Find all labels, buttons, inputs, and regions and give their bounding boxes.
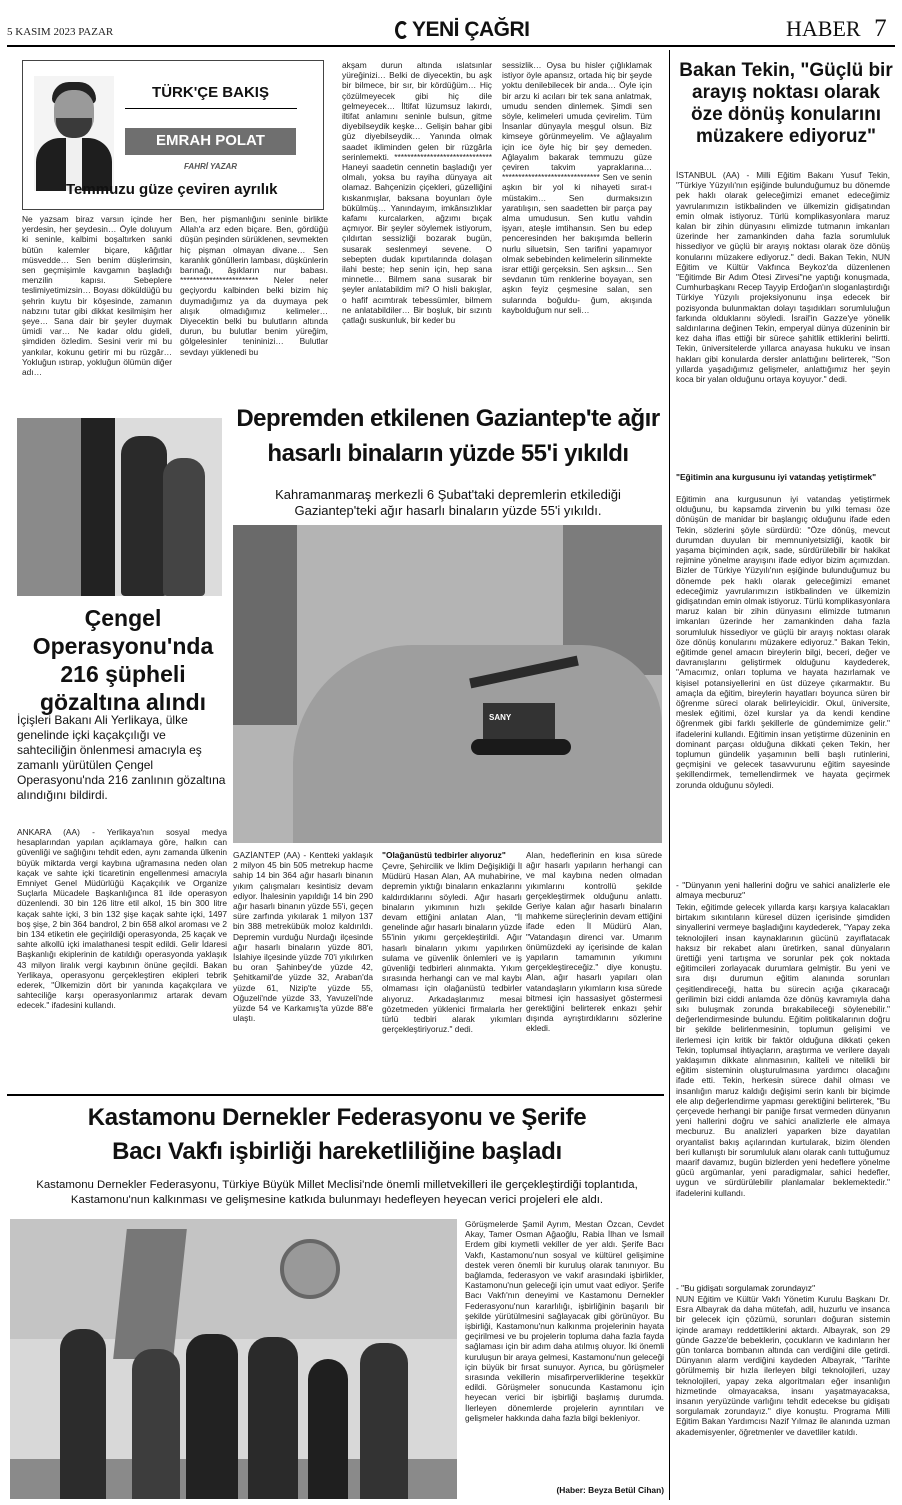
kastamonu-credit: (Haber: Beyza Betül Cihan) xyxy=(556,1485,664,1495)
tekin-body-1: İSTANBUL (AA) - Milli Eğitim Bakanı Yusuf Tekin, "Türkiye Yüzyılı'nın eşiğinde bulunduğumuz bu dönemde pek haklı olarak geleceğimizi emanet edeceğimiz yavrularımızın istikbalinden ve ülkemizin gidişatından emin olmak istiyoruz. Türlü komplikasyonlara maruz kalan bir zihin dünyasını elimizde tutmanın imkanları üzerinde her zamankinden daha fazla sorumluluk hissediyor ve güçlü bir arayış noktası olarak öze dönüş konularını müzakere ediyoruz." dedi. Bakan Tekin, NUN Eğitim ve Kültür Vakfınca Beykoz'da düzenlenen "Eğitimde Bir Adım Ötesi Zirvesi"ne yaptığı konuşmada, Cumhurbaşkanı Recep Tayyip Erdoğan'ın sloganlaştırdığı Türkiye Yüzyılı projeksiyonunu inşa edecek bir pozisyonda bulunmaktan dolayı taşıdıkları sorumluluğun farkında olduklarını söyledi. İsrail'in Gazze'ye yönelik saldırılarına değinen Tekin, emperyal dünya düzeninin bir kez daha iflas ettiği bir sürece şahitlik ettiklerini belirtti. Tekin, üniversitelerde yıllarca anayasa hukuku ve insan hakları gibi konularda dersler anlattığını belirterek, "Son yıllarda yaşadığımız gelişmeler, anlattığımız her şeyin koca bir yalan olduğunu ortaya koyuyor." dedi. xyxy=(676,170,890,385)
tekin-subhead-1: "Eğitimin ana kurgusunu iyi vatandaş yetiştirmek" xyxy=(676,472,877,482)
officer-figure xyxy=(121,436,167,596)
kastamonu-headline-2: Bacı Vakfı işbirliği hareketliliğine başladı xyxy=(112,1138,562,1165)
masthead-date: 5 KASIM 2023 PAZAR xyxy=(7,26,114,38)
emblem xyxy=(280,1239,340,1299)
deprem-col1: GAZİANTEP (AA) - Kentteki yaklaşık 2 milyon 45 bin 505 metrekup hacme sahip 14 bin 364 ağır hasarlı binanın yıkım çalışmaları kesintisiz devam ediyor. İhalesinin yapıldığı 14 bin 290 ağır hasarlı binanın yüzde 55'i, geçen süre zarfında yıkılarak 1 milyon 137 bin 388 metrekübük moloz kaldırıldı. Depremin vurduğu Nurdağı ilçesinde ağır hasarlı binaların yüzde 80'i, İslahiye ilçesinde yüzde 70'i yıkılırken bu oran Şahinbey'de yüzde 42, Şehitkamil'de yüzde 32, Araban'da yüzde 61, Nizip'te yüzde 55, Oğuzeli'nde yüzde 33, Yavuzeli'nde yüzde 54 ve Karkamış'ta yüzde 88'e ulaştı. xyxy=(233,850,373,1024)
tekin-body-2: Eğitimin ana kurgusunun iyi vatandaş yetiştirmek olduğunu, bu kapsamda zirvenin bu yılki teması öze dönüşün de manidar bir başlangıç olduğunu ifade eden Tekin, sözlerini şöyle sürdürdü: "Öze dönüş, mevcut durumdan duyulan bir memnuniyetsizliği, kaotik bir yaşama biçiminden açık, sade, sürdürülebilir bir hakikat rejimine yönelme arayışını ifade ediyor bizim açımızdan. Bizler de Türkiye Yüzyılı'nın eşiğinde bulunduğumuz bu dönemde pek haklı olarak geleceğimizi emanet edeceğimiz yavrularımızın istikbalinden ve ülkemizin gidişatından emin olmak istiyoruz. Türlü komplikasyonlara maruz kalan bir zihin dünyasını elimizde tutmanın imkanları üzerinde her zamankinden daha fazla sorumluluk hissediyor ve güçlü bir arayış noktası olarak öze dönüş konularını müzakere ediyoruz." Bakan Tekin, eğitimde genel amacın bireylerin bilgi, beceri, değer ve davranışlarını geliştirmek olduğunu kaydederek, "Amacımız, onları topluma ve hayata hazırlamak ve kişisel potansiyellerini en üst düzeye çıkarmaktır. Bu amaçla da eğitim, bireylerin hayatları boyunca süren bir öğrenme süreci olarak belirleyicidir. Okul, üniversite, meslek eğitimi, özel kurslar ya da kendi kendine öğrenmek gibi farklı şekillerle de gündemimize gelir." ifadelerini kullandı. Eğitimin insan yetiştirme düzeninin en dominant parçası olduğuna dikkati çeken Tekin, her toplumun gündelik yaşamının belli başlı rutinlerini, geçmişini ve gelecek tasavvurunu eğitim sayesinde şekillendirmek, temellendirmek ve hayata geçirmek zorunda olduğunu söyledi. xyxy=(676,494,890,790)
excavator-tracks xyxy=(471,739,571,755)
officer-figure-2 xyxy=(163,458,205,596)
deprem-spot-1: Kahramanmaraş merkezli 6 Şubat'taki depremlerin etkilediği xyxy=(275,487,621,502)
tekin-subhead-2: - "Dünyanın yeni hallerini doğru ve sahici analizlerle ele almaya mecburuz" xyxy=(676,880,890,901)
cengel-headline: Çengel Operasyonu'nda 216 şüpheli gözaltına alındı xyxy=(32,605,214,715)
column-author-role: FAHRİ YAZAR xyxy=(183,162,238,171)
tekin-body-3: Tekin, eğitimde gelecek yıllarda karşı karşıya kalacakları birtakım sıkıntıların küresel düzen içerisinde şimdiden sinyallerini vermeye başladığını kaydederek, "Yapay zeka teknolojileri insan kaynaklarının gücünü zayıflatacak haksız bir rekabet alanı üretirken, sanal dünyaların ürettiği yeni tartışma ve sorunlar pek çok noktada eğitimcileri zorlayacak durumlara gelmiştir. Bu yeni ve sıra dışı durumun eğitim alanında sorunları çeşitlendireceği, hatta bu sürecin açığa çıkaracağı gerilimin bizi ciddi anlamda öze dönüş kavramıyla daha sıkı buluşmak zorunda bırakabileceği söylenebilir." değerlendirmesinde bulundu. Eğitim politikalarının doğru bir şekilde belirlenmesinin, toplumun gelişimi ve ilerlemesi için kritik bir faktör olduğuna dikkati çeken Tekin, toplumsal ihtiyaçların, araştırma ve verilere dayalı yaklaşımın dikkate alınmasının, kaliteli ve nitelikli bir eğitim sisteminin oluşturulmasına yardımcı olacağını ifade etti. Tekin, herkesin sürece dahil olması ve insanlığın maruz kaldığı değişimi serin kanlı bir biçimde ele alıp değerlendirme yapması gerektiğini belirterek, "Bu çerçevede herhangi bir paniğe fırsat vermeden dünyanın yeni hallerini doğru ve sahici analizlerle ele almaya mecburuz. Bu analizleri yaparken bize dayatılan oryantalist bakış açılarından kurtularak, bizim ölenden beri kullanıştı bir sorumluluk alanı olarak canlı tuttuğumuz maarif davamız, bugün bizlerden yeni hedeflere yönelme gücü argümanlar, yeni paradigmalar, sahici hedefler, uygun ve sürdürülebilir planlamalar beklemektedir." ifadelerini kullandı. xyxy=(676,902,890,1198)
column-text-col1: Ne yazsam biraz varsın içinde her yerdesin, her şeydesin… Öyle doluyum ki seninle, kalbimi boşaltırken sanki bütün kalemler biçare, kâğıtlar müsvedde… Sen benim düşlerimsin, sen geçmişimle kavgamın başladığı menzilin kapısı. Sebeplere teslimiyetimizsin… Boyası döküldüğü bu şehrin kuytu bir köşesinde, zamanın nabzını tutar gibi dikkat kesilmişim her şeye… Sana dair bir şeyler duymak ümidi var… Ne kadar oldu gideli, şimdiden özledim. Sesini verir mi bu yankılar, kokunu getirir mi bu rüzgâr… Yokluğun ıstırap, yokluğun ölümün diğer adı… xyxy=(22,214,172,378)
column-kicker: TÜRK'ÇE BAKIŞ xyxy=(152,84,269,101)
author-photo xyxy=(34,76,114,191)
group-photo xyxy=(10,1219,457,1499)
column-author: EMRAH POLAT xyxy=(156,132,265,149)
kastamonu-top-rule xyxy=(7,1094,664,1096)
deprem-subhead: "Olağanüstü tedbirler alıyoruz" xyxy=(382,850,506,860)
deprem-headline-1: Depremden etkilenen Gaziantep'te ağır xyxy=(236,405,660,432)
demolition-photo xyxy=(233,525,662,843)
section-label xyxy=(786,15,887,43)
excavator-brand: SANY xyxy=(489,713,512,722)
back-wall xyxy=(10,1219,457,1339)
logo-text: YENİ ÇAĞRI xyxy=(412,18,530,41)
flag xyxy=(113,1229,187,1359)
column-text-col3: akşam durun altında ıslatsınlar yüreğinizi… Belki de diyecektin, bu aşk bir bilmece, bir sır, bir kördüğüm… Hiç çözülmeyecek gibi hiç dile gelmeyecek… İltifat lüzumsuz lakırdı, iltifat anlamını seninle bulsun, gitme diyebilseydik keşke… Gelişin bahar gibi güz diyebilseydik… Yanında olmak saadet ikliminden gelen bir rüzgârla serinlemekti. ****************************** Haneyi saadetin cennetin başladığı yer olmalı, yoksa bu rayiha dünyaya ait olamaz. Bahçenizin çiçekleri, güzelliğini kıskanmışlar, baksana boyunları öyle bükülmüş… Yanındayım, imkânsızlıklar kafamı kurcalarken, ağzımı bıçak açmıyor. Bir şeyler söylemek istiyorum, çıldırtan sessizliği bozarak bugün, susarak seslenmeyi sevene. O sebepten dudak kıpırtılarında dolaşan ilahi beste; hep senin için, hep sana minnetle… Bilmem sana susarak bir şeyler anlatabildim mi? O hisli bakışlar, o hafif acımtırak tebessümler, bilmem ne anlatabildiler… Bir boşluk, bir sızıntı çatlağı suskunluk, bir keder bu xyxy=(342,60,492,326)
person-5 xyxy=(308,1359,348,1499)
header-rule xyxy=(7,45,895,47)
deprem-col2: Çevre, Şehircilik ve İklim Değişikliği İl Müdürü Hasan Alan, AA muhabirine, depremin yıktığı binaların enkazlarını kaldırdıklarını söyledi. Ağır hasarlı binaların yıkımının hızlı şekilde devam ettiğini anlatan Alan, "İl genelinde ağır hasarlı binaların yüzde 55'inin yıkımı gerçekleştirildi. Ağır hasarlı binaların yıkımı yapılırken sulama ve güvenlik önlemleri ve iş güvenliği tedbirleri alınmakta. Yıkım sırasında herhangi can ve mal kaybı olmaması için olağanüstü tedbirler alıyoruz. Arkadaşlarımız mesai gözetmeden yüklenici firmalarla her türlü tedbiri alarak yıkımları gerçekleştiriyoruz." dedi. xyxy=(382,861,522,1035)
author-beard xyxy=(56,118,92,138)
cengel-body: ANKARA (AA) - Yerlikaya'nın sosyal medya hesaplarından yapılan açıklamaya göre, halkın can güvenliği ve sağlığını tehdit eden, aynı zamanda ülkenin büyük miktarda vergi kaybına uğramasına neden olan kaçak ve sahte içki ticaretinin engellenmesi amacıyla Emniyet Genel Müdürlüğü Kaçakçılık ve Organize Suçlarla Mücadele Başkanlığınca 81 ilde operasyon düzenlendi. 30 bin 126 litre etil alkol, 15 bin 300 litre kaçak sahte içki, 3 bin 132 şişe kaçak sahte içki, 1497 boş şişe, 2 bin 364 bandrol, 2 bin 658 alkol aroması ve 2 bin 134 etiketin ele geçirildiği operasyonda, 25 kaçak ve sahte alkollü içki imalathanesi tespit edildi. Gelir İdaresi Başkanlığı ekiplerinin de katıldığı operasyonda yaklaşık 43 milyon liralık vergi kaybının önüne geçildi. Bakan Yerlikaya, operasyonu gerçekleştiren ekipleri tebrik ederek, "Ülkemizin dört bir yanında kaçakçılara ve sahteciliğe karşı operasyonlarımız artarak devam edecek." ifadesini kullandı. xyxy=(17,827,227,1011)
newspaper-logo xyxy=(395,17,567,43)
kastamonu-headline-1: Kastamonu Dernekler Federasyonu ve Şerife xyxy=(87,1104,587,1131)
person-2 xyxy=(132,1349,180,1499)
column-title: Temmuzu güze çeviren ayrılık xyxy=(66,181,278,198)
deprem-col3: Alan, hedeflerinin en kısa sürede ağır hasarlı yapıların herhangi can ve mal kaybına neden olmadan yıkımlarını kontrollü şekilde gerçekleştirmek olduğunu anlattı. Geriye kalan ağır hasarlı binaların mahkeme süreçlerinin devam ettiğini ifade eden İl Müdürü Alan, "Vatandaşın direnci var. Umarım önümüzdeki ay içerisinde de kalan yapıların tamamının yıkımını gerçekleştireceğiz." diye konuştu. Alan, ağır hasarlı yapıları olan vatandaşların yıkımların kısa sürede bitmesi için hassasiyet göstermesi gerektiğini belirterek enkazı şehir dışında ayrıştırdıklarını sözlerine ekledi. xyxy=(526,850,662,1034)
kastamonu-body: Görüşmelerde Şamil Ayrım, Mestan Özcan, Cevdet Akay, Tamer Osman Ağaoğlu, Rabia İlhan ve İsmail Erdem gibi kıymetli vekiller de yer aldı. Şerife Bacı Vakfı, Kastamonu'nun sosyal ve kültürel gelişimine destek veren önemli bir kuruluş olarak tanınıyor. Bu bağlamda, federasyon ve vakıf arasındaki işbirlikler, Kastamonu'nun geleceği için umut vaat ediyor. Şerife Bacı Vakfı'nın deneyimi ve Kastamonu Dernekler Federasyonu'nun kararlılığı, işbirliğinin başarılı bir şekilde yürütülmesini sağlayacak gibi görünüyor. Bu işbirliği, Kastamonu'nun kalkınma projelerinin hayata geçirilmesi ve bu projelerin topluma daha fazla fayda sağlaması için bir adım daha atılmış oluyor. İki önemli kuruluşun bir araya gelmesi, Kastamonu'nun geleceği için büyük bir fırsat sunuyor. Ayrıca, bu görüşmeler sırasında vekillerin misafirperverliklerine teşekkür edildi. Görüşmeler sonucunda Kastamonu için heyecan verici bir işbirliği başlamış durumda. İlerleyen dönemlerde projelerin ayrıntıları ve gelişmeler hakkında daha fazla bilgi bekleniyor. xyxy=(465,1219,664,1423)
page-number: 7 xyxy=(874,15,887,42)
person-1 xyxy=(60,1329,106,1499)
person-6 xyxy=(360,1343,408,1499)
kastamonu-spot: Kastamonu Dernekler Federasyonu, Türkiye Büyük Millet Meclisi'nde önemli milletvekilleri ile gerçekleştirdiği toplantıda, Kastamonu'nun kalkınması ve gelişmesine katkıda bulunmayı hedefleyen heyecan verici projeleri ele aldı. xyxy=(36,1179,638,1206)
deprem-headline-2: hasarlı binaların yüzde 55'i yıkıldı xyxy=(267,440,629,467)
column-text-col4: sessizlik… Oysa bu hisler çığlıklamak istiyor öyle apansız, ortada hiç bir şeyde yoktu denilebilecek bir anda… Öyle için bir arzu ki acıları bir tek sana anlatmak, umudu senden dinlemek. Şimdi sen söyle, kelimeleri umuda çevirelim. Tüm İnsanlar dünyayla meşgul olsun. Biz kimseye görünmeyelim. Ve ağlayalım için ice öyle hiç bir şey demeden. Ağlayalım bakarak temmuzu güze çeviren takvim yapraklarına… ****************************** Sen ve senin aşkın bir yol ki nihayeti sırat-ı müstakim… Sen durmaksızın yaratılışın, sen saadetten bir parça pay alma umudusun. Sen kutlu vahdin işyarı, ateşle imtihansın. Sen bu edep penceresinden her bakışımda bellerin nurlu siluetsin, Sen tarifini yapamıyor olmak sebebinden kelimelerin silinmekte israr ettiği gerçeksin. Sen aşksın… Sen sevdanın tüm renklerine boyayan, sen aşkın feyiz çeşmesine salan, sen sularında boğuldu- ğum, akışında kaybolduğum nur seli… xyxy=(502,60,652,315)
section-name: HABER xyxy=(786,16,861,41)
operation-photo xyxy=(17,418,222,596)
crescent-star-icon xyxy=(395,21,409,39)
tekin-body-4: NUN Eğitim ve Kültür Vakfı Yönetim Kurulu Başkanı Dr. Esra Albayrak da daha mütefah, adil, huzurlu ve insanca bir gelecek için çözümü, sorunları doğuran sistemin içinde aramayı reddettiklerini aktardı. Albayrak, son 29 günde Gazze'de bebeklerin, çocukların ve kadınların her gün tonlarca bombanın altında can verdiğini dile getirdi. Dünyanın alarm verdiğini kaydeden Albayrak, "Tarihte görülmemiş bir hızla ilerleyen bilgi teknolojileri, uzay teknolojileri, yapay zeka algoritmaları eğer insanlığın hizmetinde olmayacaksa, insanı yaşatmayacaksa, insanın yeryüzünde varlığını tehdit edecekse bu gidişatı sorgulamak zorundayız." diye konuştu. Programa Milli Eğitim Bakan Yardımcısı Nazif Yılmaz ile alanında uzman akademisyenler, öğretmenler ve davetliler katıldı. xyxy=(676,1294,890,1437)
tekin-headline: Bakan Tekin, "Güçlü bir arayış noktası olarak öze dönüş konularını müzakere ediyoruz" xyxy=(679,60,893,147)
building-left xyxy=(233,525,297,725)
person-4 xyxy=(248,1337,298,1499)
column-text-col2: Ben, her pişmanlığını seninle birlikte Allah'a arz eden biçare. Ben, gördüğü düşün peşinden sürüklenen, sevmekten hiç pişman olmayan divane… Sen karanlık gönüllerin lambası, düşkünlerin barınağı, âşıkların nur babası. ************************ Neler neler geçiyordu kalbinden belki bizim hiç duymadığımız ya da duymaya pek alışık olmadığımız kelimeler… Diyecektin belki bu bulutların altında durun, bu bulutlar benim yüreğim, gölgelesinler tenininizi… Bulutlar sevdayı yüklenedi bu xyxy=(180,214,328,357)
kicker-rule xyxy=(125,108,297,109)
photo-doorway xyxy=(81,418,115,596)
cengel-spot: İçişleri Bakanı Ali Yerlikaya, ülke genelinde içki kaçakçılığı ve sahteciliğin önlenmesi amacıyla eş zamanlı yürütülen Çengel Operasyonu'nda 216 zanlının gözaltına alındığını bildirdi. xyxy=(17,713,226,802)
person-3 xyxy=(186,1334,238,1499)
right-column-rule xyxy=(669,50,670,1500)
deprem-spot-2: Gaziantep'teki ağır hasarlı binaların yüzde 55'i yıkıldı. xyxy=(294,503,602,518)
tekin-subhead-3: - "Bu gidişatı sorgulamak zorundayız" xyxy=(676,1283,816,1293)
photo-wall xyxy=(17,418,81,596)
